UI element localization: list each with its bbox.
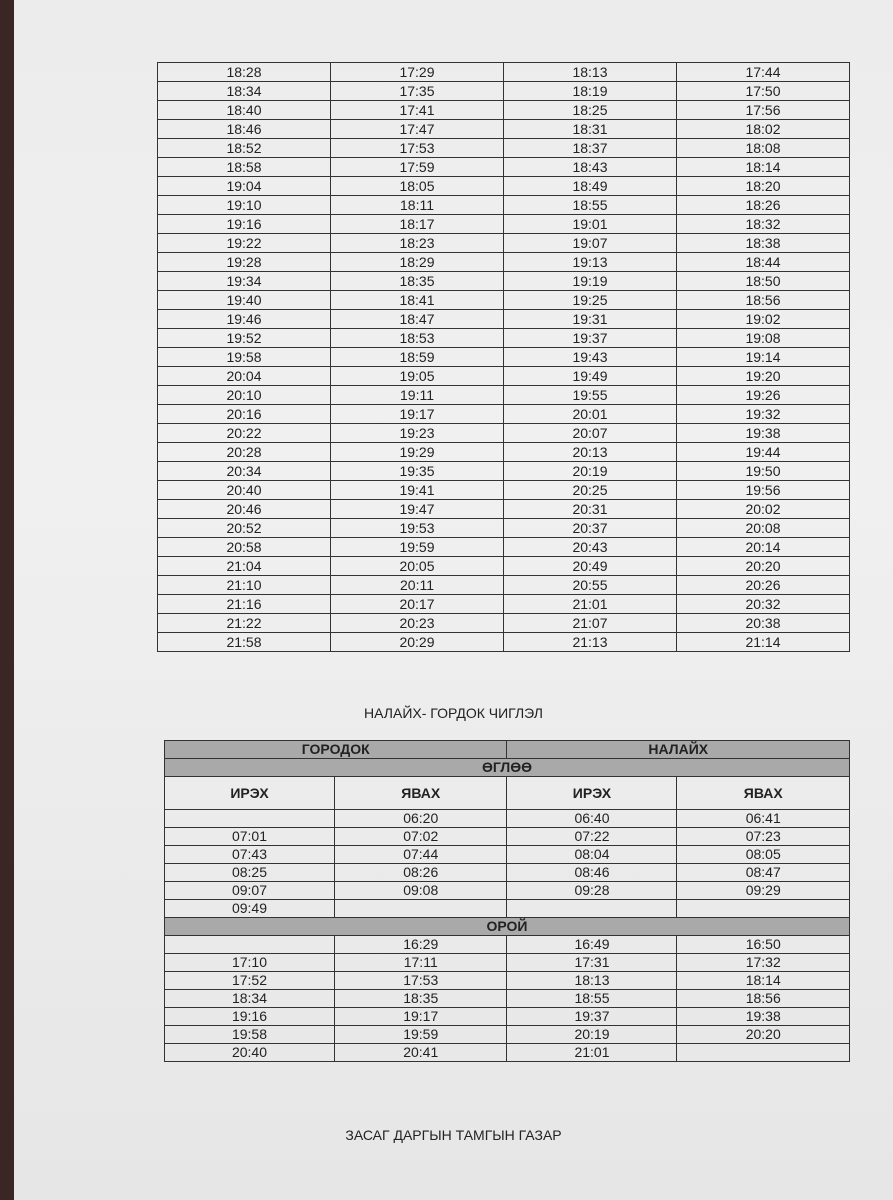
time-cell: 20:01: [504, 405, 677, 424]
time-cell: 09:49: [165, 900, 335, 918]
table-row: [158, 443, 850, 462]
time-cell: 19:01: [504, 215, 677, 234]
time-cell: 18:32: [677, 215, 850, 234]
time-cell: 19:17: [331, 405, 504, 424]
time-cell: 20:19: [504, 462, 677, 481]
time-cell: 20:46: [158, 500, 331, 519]
time-cell: 17:11: [335, 954, 507, 972]
time-cell: 21:01: [504, 595, 677, 614]
evening-row: [165, 972, 850, 990]
time-cell: 19:58: [165, 1026, 335, 1044]
time-cell: 17:41: [331, 101, 504, 120]
time-cell: 20:19: [507, 1026, 677, 1044]
time-cell: 20:37: [504, 519, 677, 538]
time-cell: 16:49: [507, 936, 677, 954]
time-cell: 09:29: [677, 882, 850, 900]
time-cell: 07:44: [335, 846, 507, 864]
time-cell: 18:41: [331, 291, 504, 310]
time-cell: 18:05: [331, 177, 504, 196]
time-cell: 19:23: [331, 424, 504, 443]
time-cell: [165, 810, 335, 828]
time-cell: 19:29: [331, 443, 504, 462]
table-row: [158, 500, 850, 519]
time-cell: 21:22: [158, 614, 331, 633]
evening-row: [165, 954, 850, 972]
time-cell: 19:20: [677, 367, 850, 386]
time-cell: 17:32: [677, 954, 850, 972]
column-header: ЯВАХ: [335, 777, 507, 810]
evening-row: [165, 936, 850, 954]
evening-row: [165, 1026, 850, 1044]
time-cell: 20:11: [331, 576, 504, 595]
time-cell: 18:56: [677, 990, 850, 1008]
table-row: [158, 101, 850, 120]
time-cell: 18:29: [331, 253, 504, 272]
time-cell: 19:52: [158, 329, 331, 348]
table-row: [158, 215, 850, 234]
time-cell: 18:26: [677, 196, 850, 215]
time-cell: 09:07: [165, 882, 335, 900]
time-cell: 17:31: [507, 954, 677, 972]
time-cell: 19:31: [504, 310, 677, 329]
time-cell: 18:02: [677, 120, 850, 139]
table-row: [158, 158, 850, 177]
time-cell: 17:53: [335, 972, 507, 990]
time-cell: 19:46: [158, 310, 331, 329]
time-cell: 20:08: [677, 519, 850, 538]
time-cell: 18:55: [507, 990, 677, 1008]
time-cell: 17:53: [331, 139, 504, 158]
time-cell: 18:34: [165, 990, 335, 1008]
time-cell: 19:16: [165, 1008, 335, 1026]
time-cell: [165, 936, 335, 954]
time-cell: 20:04: [158, 367, 331, 386]
column-header: ИРЭХ: [165, 777, 335, 810]
time-cell: 18:35: [331, 272, 504, 291]
paper-sheet: [14, 0, 893, 1200]
time-cell: 19:41: [331, 481, 504, 500]
time-cell: 08:05: [677, 846, 850, 864]
morning-label: ӨГЛӨӨ: [165, 759, 850, 777]
time-cell: 18:23: [331, 234, 504, 253]
time-cell: 19:14: [677, 348, 850, 367]
time-cell: 19:55: [504, 386, 677, 405]
time-cell: 19:26: [677, 386, 850, 405]
time-cell: 17:52: [165, 972, 335, 990]
table-row: [158, 633, 850, 652]
time-cell: 21:13: [504, 633, 677, 652]
time-cell: 20:16: [158, 405, 331, 424]
time-cell: 21:04: [158, 557, 331, 576]
stops-header-row: [165, 741, 850, 759]
table-row: [158, 329, 850, 348]
table-row: [158, 82, 850, 101]
time-cell: 20:23: [331, 614, 504, 633]
time-cell: 18:19: [504, 82, 677, 101]
time-cell: 19:37: [507, 1008, 677, 1026]
time-cell: 09:08: [335, 882, 507, 900]
time-cell: 20:22: [158, 424, 331, 443]
time-cell: 07:01: [165, 828, 335, 846]
morning-row: [165, 882, 850, 900]
time-cell: 19:08: [677, 329, 850, 348]
time-cell: 18:35: [335, 990, 507, 1008]
time-cell: 20:07: [504, 424, 677, 443]
time-cell: 08:46: [507, 864, 677, 882]
time-cell: 19:47: [331, 500, 504, 519]
time-cell: 18:20: [677, 177, 850, 196]
footer-text: ЗАСАГ ДАРГЫН ТАМГЫН ГАЗАР: [345, 1127, 562, 1143]
time-cell: 18:13: [507, 972, 677, 990]
time-cell: 18:44: [677, 253, 850, 272]
time-cell: 19:16: [158, 215, 331, 234]
time-cell: 18:14: [677, 158, 850, 177]
time-cell: 20:32: [677, 595, 850, 614]
time-cell: 18:40: [158, 101, 331, 120]
time-cell: 07:02: [335, 828, 507, 846]
time-cell: 20:34: [158, 462, 331, 481]
morning-row: [165, 810, 850, 828]
time-cell: 20:43: [504, 538, 677, 557]
stop-a-header: ГОРОДОК: [165, 741, 507, 759]
time-cell: 20:10: [158, 386, 331, 405]
time-cell: 18:49: [504, 177, 677, 196]
time-cell: 19:56: [677, 481, 850, 500]
time-cell: 08:04: [507, 846, 677, 864]
morning-row: [165, 846, 850, 864]
time-cell: 19:11: [331, 386, 504, 405]
time-cell: 20:20: [677, 557, 850, 576]
time-cell: 20:58: [158, 538, 331, 557]
column-header: ЯВАХ: [677, 777, 850, 810]
time-cell: 20:05: [331, 557, 504, 576]
time-cell: 18:55: [504, 196, 677, 215]
time-cell: 17:44: [677, 63, 850, 82]
time-cell: 21:16: [158, 595, 331, 614]
table-row: [158, 139, 850, 158]
time-cell: 18:53: [331, 329, 504, 348]
top-table-body: [158, 63, 850, 652]
time-cell: 18:50: [677, 272, 850, 291]
table-row: [158, 462, 850, 481]
time-cell: 19:59: [335, 1026, 507, 1044]
time-cell: 19:38: [677, 1008, 850, 1026]
time-cell: 19:35: [331, 462, 504, 481]
time-cell: 19:59: [331, 538, 504, 557]
time-cell: 16:50: [677, 936, 850, 954]
evening-label: ОРОЙ: [165, 918, 850, 936]
time-cell: 18:52: [158, 139, 331, 158]
evening-row: [165, 1044, 850, 1062]
table-row: [158, 63, 850, 82]
route-table-body: [165, 741, 850, 1062]
time-cell: 19:05: [331, 367, 504, 386]
table-row: [158, 481, 850, 500]
table-row: [158, 253, 850, 272]
table-row: [158, 405, 850, 424]
table-row: [158, 272, 850, 291]
table-row: [158, 386, 850, 405]
time-cell: 20:14: [677, 538, 850, 557]
column-header: ИРЭХ: [507, 777, 677, 810]
time-cell: 18:47: [331, 310, 504, 329]
time-cell: 09:28: [507, 882, 677, 900]
time-cell: 19:22: [158, 234, 331, 253]
time-cell: 20:31: [504, 500, 677, 519]
table-row: [158, 576, 850, 595]
time-cell: 18:17: [331, 215, 504, 234]
time-cell: 06:41: [677, 810, 850, 828]
time-cell: 21:10: [158, 576, 331, 595]
time-cell: 21:07: [504, 614, 677, 633]
time-cell: 19:19: [504, 272, 677, 291]
time-cell: 19:13: [504, 253, 677, 272]
time-cell: 20:49: [504, 557, 677, 576]
time-cell: 16:29: [335, 936, 507, 954]
morning-row: [165, 864, 850, 882]
table-row: [158, 557, 850, 576]
time-cell: 18:46: [158, 120, 331, 139]
time-cell: 20:40: [165, 1044, 335, 1062]
time-cell: 18:11: [331, 196, 504, 215]
time-cell: 07:23: [677, 828, 850, 846]
time-cell: 20:20: [677, 1026, 850, 1044]
time-cell: 19:04: [158, 177, 331, 196]
time-cell: 18:31: [504, 120, 677, 139]
time-cell: 20:17: [331, 595, 504, 614]
time-cell: 19:32: [677, 405, 850, 424]
time-cell: 18:14: [677, 972, 850, 990]
time-cell: 18:28: [158, 63, 331, 82]
time-cell: 20:02: [677, 500, 850, 519]
time-cell: 21:58: [158, 633, 331, 652]
time-cell: 19:17: [335, 1008, 507, 1026]
time-cell: 19:44: [677, 443, 850, 462]
time-cell: [335, 900, 507, 918]
time-cell: 17:29: [331, 63, 504, 82]
time-cell: 19:49: [504, 367, 677, 386]
time-cell: 18:37: [504, 139, 677, 158]
table-row: [158, 424, 850, 443]
time-cell: 19:43: [504, 348, 677, 367]
time-cell: 20:25: [504, 481, 677, 500]
time-cell: 18:58: [158, 158, 331, 177]
stop-b-header: НАЛАЙХ: [507, 741, 850, 759]
time-cell: 20:13: [504, 443, 677, 462]
table-row: [158, 614, 850, 633]
table-row: [158, 538, 850, 557]
time-cell: 19:53: [331, 519, 504, 538]
table-row: [158, 291, 850, 310]
table-row: [158, 367, 850, 386]
time-cell: 20:29: [331, 633, 504, 652]
morning-row: [165, 828, 850, 846]
table-row: [158, 595, 850, 614]
time-cell: 20:38: [677, 614, 850, 633]
evening-row: [165, 990, 850, 1008]
time-cell: 19:25: [504, 291, 677, 310]
time-cell: [677, 900, 850, 918]
time-cell: [507, 900, 677, 918]
time-cell: 17:47: [331, 120, 504, 139]
time-cell: 19:07: [504, 234, 677, 253]
time-cell: 08:47: [677, 864, 850, 882]
table-row: [158, 177, 850, 196]
time-cell: 18:34: [158, 82, 331, 101]
time-cell: 20:41: [335, 1044, 507, 1062]
time-cell: 21:14: [677, 633, 850, 652]
time-cell: 08:26: [335, 864, 507, 882]
time-cell: 07:22: [507, 828, 677, 846]
time-cell: 19:02: [677, 310, 850, 329]
evening-schedule-table: [157, 62, 850, 652]
time-cell: 17:35: [331, 82, 504, 101]
evening-row: [165, 1008, 850, 1026]
time-cell: 19:10: [158, 196, 331, 215]
time-cell: 06:20: [335, 810, 507, 828]
time-cell: 19:28: [158, 253, 331, 272]
time-cell: 18:38: [677, 234, 850, 253]
time-cell: 20:26: [677, 576, 850, 595]
table-row: [158, 519, 850, 538]
time-cell: 18:13: [504, 63, 677, 82]
columns-header-row: [165, 777, 850, 810]
morning-header-row: [165, 759, 850, 777]
time-cell: 07:43: [165, 846, 335, 864]
time-cell: 17:56: [677, 101, 850, 120]
time-cell: 20:52: [158, 519, 331, 538]
table-row: [158, 234, 850, 253]
time-cell: 20:55: [504, 576, 677, 595]
table-row: [158, 310, 850, 329]
time-cell: 19:37: [504, 329, 677, 348]
time-cell: [677, 1044, 850, 1062]
evening-header-row: [165, 918, 850, 936]
time-cell: 17:50: [677, 82, 850, 101]
time-cell: 18:59: [331, 348, 504, 367]
time-cell: 19:58: [158, 348, 331, 367]
time-cell: 06:40: [507, 810, 677, 828]
time-cell: 21:01: [507, 1044, 677, 1062]
time-cell: 19:38: [677, 424, 850, 443]
time-cell: 17:59: [331, 158, 504, 177]
route-title: НАЛАЙХ- ГОРДОК ЧИГЛЭЛ: [364, 705, 543, 721]
time-cell: 20:28: [158, 443, 331, 462]
time-cell: 19:40: [158, 291, 331, 310]
route-schedule-table: [164, 740, 850, 1062]
time-cell: 19:34: [158, 272, 331, 291]
table-row: [158, 348, 850, 367]
morning-row: [165, 900, 850, 918]
time-cell: 18:56: [677, 291, 850, 310]
table-row: [158, 120, 850, 139]
time-cell: 08:25: [165, 864, 335, 882]
time-cell: 17:10: [165, 954, 335, 972]
table-row: [158, 196, 850, 215]
time-cell: 20:40: [158, 481, 331, 500]
time-cell: 19:50: [677, 462, 850, 481]
time-cell: 18:08: [677, 139, 850, 158]
time-cell: 18:43: [504, 158, 677, 177]
time-cell: 18:25: [504, 101, 677, 120]
